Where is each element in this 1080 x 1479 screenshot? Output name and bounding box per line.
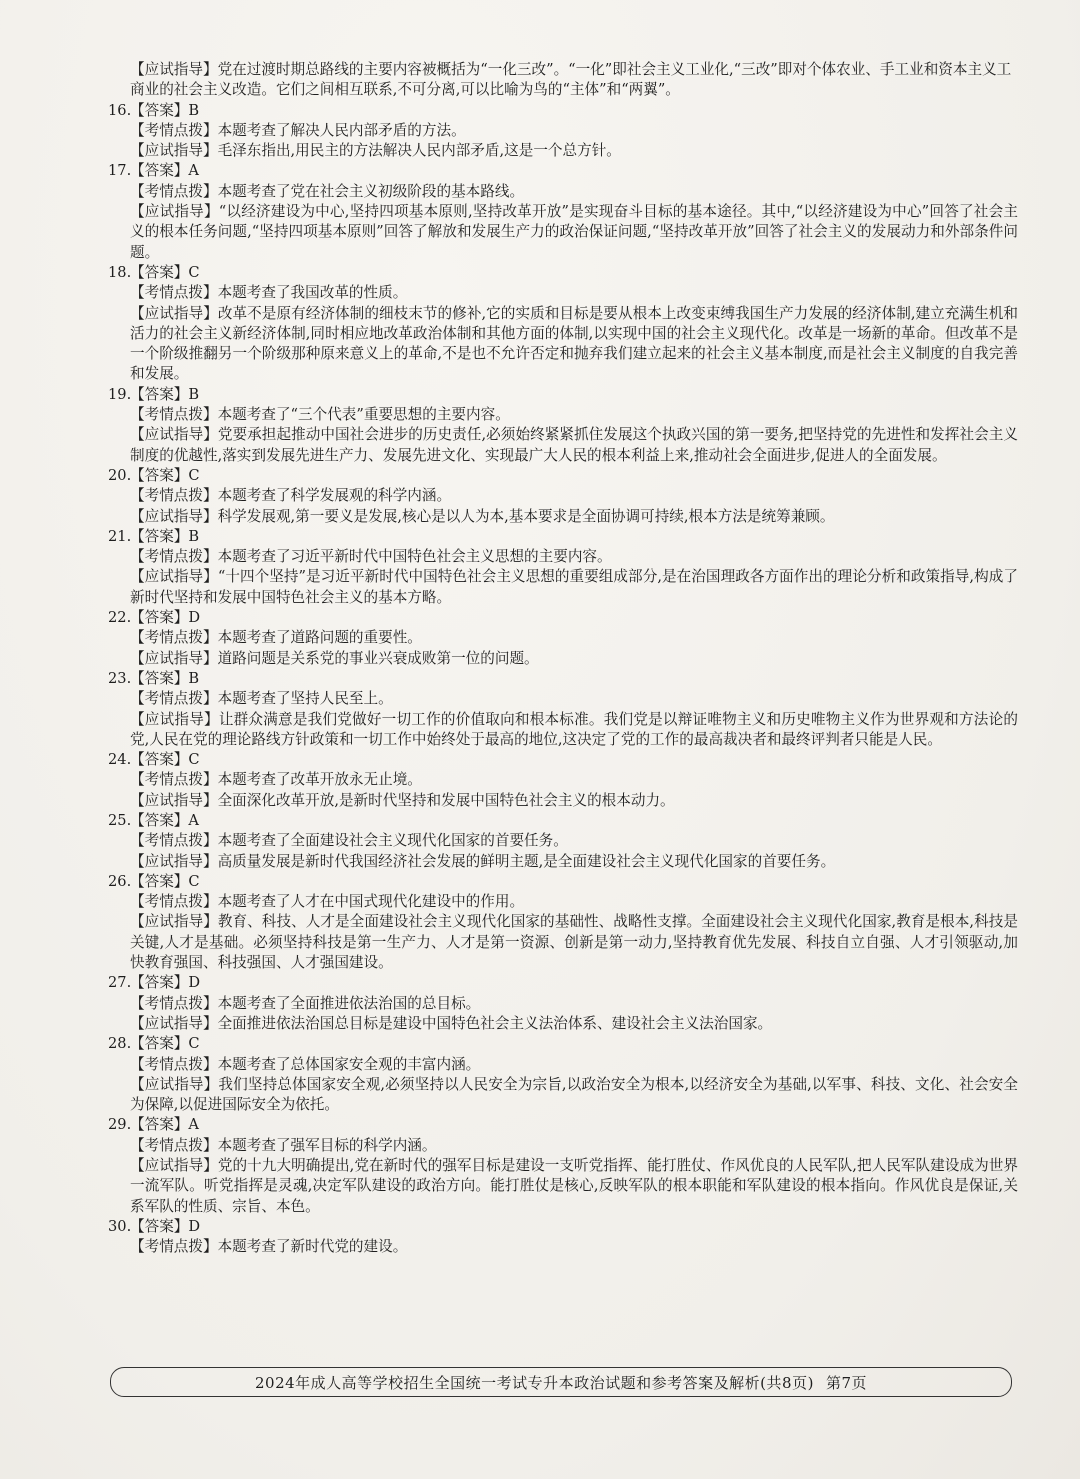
- answer-line: [108, 872, 1018, 892]
- question-number: 21.: [108, 527, 132, 545]
- point-row: [130, 628, 1018, 648]
- answer-list: [108, 101, 1018, 1258]
- footer-title: 2024年成人高等学校招生全国统一考试专升本政治试题和参考答案及解析(共8页): [255, 1373, 814, 1392]
- guide-row: [130, 791, 1018, 811]
- answer-value: B: [188, 385, 200, 403]
- point-row: [130, 770, 1018, 790]
- point-text: 本题考查了“三个代表”重要思想的主要内容。: [217, 406, 510, 424]
- answer-line: [108, 1115, 1018, 1135]
- guide-label: 【应试指导】: [130, 791, 218, 809]
- guide-text: 改革不是原有经济体制的细枝末节的修补,它的实质和目标是要从根本上改变束缚我国生产力发展的经济体制,建立充满生机和活力的社会主义新经济体制,同时相应地改革政治体制和其他方面的体制,以实现中国的社会主义现代化。改革是一场新的革命。但改革不是一个阶级推翻另一个阶级那种原来意义上的革命,不是也不允许否定和抛弃我们建立起来的社会主义基本制度,而是社会主义制度的自我完善和发展。: [130, 304, 1018, 383]
- page-footer: [110, 1367, 1012, 1397]
- point-row: [130, 486, 1018, 506]
- answer-value: A: [188, 162, 199, 180]
- answer-value: B: [188, 101, 200, 119]
- answer-label: 【答案】: [130, 1035, 189, 1053]
- guide-label: 【应试指导】: [130, 1075, 219, 1093]
- point-row: [130, 892, 1018, 912]
- answer-value: C: [188, 1035, 200, 1053]
- answer-label: 【答案】: [130, 669, 189, 687]
- question-number: 18.: [108, 263, 132, 281]
- answer-item: [108, 1217, 1018, 1258]
- guide-text: “以经济建设为中心,坚持四项基本原则,坚持改革开放”是实现奋斗目标的基本途径。其中,“以经济建设为中心”回答了社会主义的根本任务问题,“坚持四项基本原则”回答了解放和发展生产力的政治保证问题,“坚持改革开放”回答了社会主义的发展动力和外部条件问题。: [130, 203, 1018, 261]
- point-row: [130, 283, 1018, 303]
- answer-value: B: [188, 669, 200, 687]
- guide-label: 【应试指导】: [130, 203, 219, 221]
- point-row: [130, 547, 1018, 567]
- answer-line: [108, 466, 1018, 486]
- point-text: 本题考查了我国改革的性质。: [217, 284, 408, 302]
- point-text: 本题考查了科学发展观的科学内涵。: [217, 487, 452, 505]
- point-label: 【考情点拨】: [130, 771, 218, 789]
- point-label: 【考情点拨】: [130, 487, 218, 505]
- question-number: 24.: [108, 751, 132, 769]
- answer-item: [108, 385, 1018, 466]
- answer-value: C: [188, 872, 200, 890]
- answer-item: [108, 161, 1018, 262]
- question-number: 30.: [108, 1217, 132, 1235]
- guide-label: 【应试指导】: [130, 852, 218, 870]
- guide-text: 党在过渡时期总路线的主要内容被概括为“一化三改”。“一化”即社会主义工业化,“三改”即对个体农业、手工业和资本主义工商业的社会主义改造。它们之间相互联系,不可分离,可以比喻为鸟的“主体”和“两翼”。: [130, 61, 1012, 99]
- question-number: 26.: [108, 872, 132, 890]
- point-text: 本题考查了人才在中国式现代化建设中的作用。: [217, 893, 525, 911]
- answer-line: [108, 608, 1018, 628]
- guide-label: 【应试指导】: [130, 710, 219, 728]
- guide-text: 让群众满意是我们党做好一切工作的价值取向和根本标准。我们党是以辩证唯物主义和历史唯物主义作为世界观和方法论的党,人民在党的理论路线方针政策和一切工作中始终处于最高的地位,这决定了党的工作的最高裁决者和最终评判者只能是人民。: [130, 710, 1018, 748]
- point-row: [130, 1055, 1018, 1075]
- point-label: 【考情点拨】: [130, 893, 218, 911]
- point-text: 本题考查了习近平新时代中国特色社会主义思想的主要内容。: [217, 548, 612, 566]
- point-label: 【考情点拨】: [130, 284, 218, 302]
- answer-line: [108, 750, 1018, 770]
- answer-label: 【答案】: [130, 609, 189, 627]
- point-text: 本题考查了坚持人民至上。: [217, 690, 393, 708]
- answer-label: 【答案】: [130, 162, 189, 180]
- answer-value: A: [188, 1116, 199, 1134]
- guide-label: 【应试指导】: [130, 913, 218, 931]
- guide-row: [130, 1014, 1018, 1034]
- guide-label: 【应试指导】: [130, 426, 218, 444]
- answer-item: [108, 608, 1018, 669]
- answer-item: [108, 527, 1018, 608]
- answer-value: B: [188, 527, 200, 545]
- guide-text: 我们坚持总体国家安全观,必须坚持以人民安全为宗旨,以政治安全为根本,以经济安全为基础,以军事、科技、文化、社会安全为保障,以促进国际安全为依托。: [130, 1075, 1018, 1114]
- point-row: [130, 831, 1018, 851]
- point-row: [130, 121, 1018, 141]
- point-text: 本题考查了道路问题的重要性。: [217, 629, 422, 647]
- answer-value: C: [188, 751, 200, 769]
- point-label: 【考情点拨】: [130, 1055, 218, 1073]
- answer-line: [108, 973, 1018, 993]
- guide-row: [130, 304, 1018, 385]
- point-label: 【考情点拨】: [130, 832, 218, 850]
- answer-content: [108, 60, 1018, 1258]
- guide-label: 【应试指导】: [130, 142, 218, 160]
- guide-text: 毛泽东指出,用民主的方法解决人民内部矛盾,这是一个总方针。: [217, 142, 621, 160]
- guide-text: “十四个坚持”是习近平新时代中国特色社会主义思想的重要组成部分,是在治国理政各方面作出的理论分析和政策指导,构成了新时代坚持和发展中国特色社会主义的基本方略。: [130, 568, 1018, 606]
- point-text: 本题考查了全面推进依法治国的总目标。: [217, 994, 481, 1012]
- point-label: 【考情点拨】: [130, 629, 218, 647]
- answer-value: D: [188, 974, 201, 992]
- point-text: 本题考查了全面建设社会主义现代化国家的首要任务。: [217, 832, 568, 850]
- answer-line: [108, 527, 1018, 547]
- answer-label: 【答案】: [130, 872, 189, 890]
- guide-text: 科学发展观,第一要义是发展,核心是以人为本,基本要求是全面协调可持续,根本方法是统筹兼顾。: [217, 507, 835, 525]
- question-number: 19.: [108, 385, 132, 403]
- point-text: 本题考查了强军目标的科学内涵。: [217, 1136, 437, 1154]
- question-number: 28.: [108, 1035, 132, 1053]
- guide-row: [130, 1075, 1018, 1116]
- guide-row: [130, 912, 1018, 973]
- guide-text: 党的十九大明确提出,党在新时代的强军目标是建设一支听党指挥、能打胜仗、作风优良的人民军队,把人民军队建设成为世界一流军队。听党指挥是灵魂,决定军队建设的政治方向。能打胜仗是核心,反映军队的根本职能和军队建设的根本指向。作风优良是保证,关系军队的性质、宗旨、本色。: [130, 1157, 1018, 1215]
- point-label: 【考情点拨】: [130, 548, 218, 566]
- guide-label: 【应试指导】: [130, 1014, 218, 1032]
- answer-label: 【答案】: [130, 466, 189, 484]
- answer-label: 【答案】: [130, 1217, 189, 1235]
- answer-label: 【答案】: [130, 263, 189, 281]
- point-row: [130, 1136, 1018, 1156]
- point-row: [130, 689, 1018, 709]
- answer-line: [108, 669, 1018, 689]
- answer-line: [108, 811, 1018, 831]
- point-label: 【考情点拨】: [130, 182, 218, 200]
- answer-line: [108, 1034, 1018, 1054]
- guide-label: 【应试指导】: [130, 1157, 218, 1175]
- answer-label: 【答案】: [130, 101, 189, 119]
- answer-line: [108, 161, 1018, 181]
- guide-row: [130, 852, 1018, 872]
- guide-text: 全面推进依法治国总目标是建设中国特色社会主义法治体系、建设社会主义法治国家。: [217, 1014, 773, 1032]
- answer-item: [108, 466, 1018, 527]
- point-label: 【考情点拨】: [130, 994, 218, 1012]
- answer-item: [108, 973, 1018, 1034]
- guide-row: [130, 202, 1018, 263]
- question-number: 29.: [108, 1116, 132, 1134]
- question-number: 23.: [108, 669, 132, 687]
- answer-item: [108, 1034, 1018, 1115]
- point-label: 【考情点拨】: [130, 1238, 218, 1256]
- answer-line: [108, 1217, 1018, 1237]
- footer-page-number: 第7页: [825, 1373, 867, 1392]
- guide-row: [130, 649, 1018, 669]
- answer-item: [108, 811, 1018, 872]
- guide-row: [130, 710, 1018, 751]
- answer-value: D: [188, 1217, 201, 1235]
- answer-label: 【答案】: [130, 1116, 189, 1134]
- question-number: 25.: [108, 811, 132, 829]
- answer-item: [108, 669, 1018, 750]
- point-row: [130, 1237, 1018, 1257]
- answer-value: C: [188, 263, 200, 281]
- guide-text: 道路问题是关系党的事业兴衰成败第一位的问题。: [217, 649, 539, 667]
- answer-label: 【答案】: [130, 527, 189, 545]
- point-text: 本题考查了总体国家安全观的丰富内涵。: [217, 1055, 481, 1073]
- answer-label: 【答案】: [130, 811, 189, 829]
- answer-line: [108, 263, 1018, 283]
- guide-text: 党要承担起推动中国社会进步的历史责任,必须始终紧紧抓住发展这个执政兴国的第一要务,把坚持党的先进性和发挥社会主义制度的优越性,落实到发展先进生产力、发展先进文化、实现最广大人民的根本利益上来,推动社会全面进步,促进人的全面发展。: [130, 426, 1018, 464]
- guide-row: [130, 425, 1018, 466]
- answer-item: [108, 872, 1018, 973]
- point-text: 本题考查了新时代党的建设。: [217, 1238, 408, 1256]
- question-number: 27.: [108, 974, 132, 992]
- point-text: 本题考查了改革开放永无止境。: [217, 771, 422, 789]
- guide-row: [130, 507, 1018, 527]
- question-number: 16.: [108, 101, 132, 119]
- intro-guide: [108, 60, 1018, 101]
- guide-text: 全面深化改革开放,是新时代坚持和发展中国特色社会主义的根本动力。: [217, 791, 675, 809]
- answer-item: [108, 101, 1018, 162]
- guide-label: 【应试指导】: [130, 649, 218, 667]
- answer-line: [108, 385, 1018, 405]
- point-label: 【考情点拨】: [130, 406, 218, 424]
- guide-text: 高质量发展是新时代我国经济社会发展的鲜明主题,是全面建设社会主义现代化国家的首要任务。: [217, 852, 836, 870]
- point-row: [130, 994, 1018, 1014]
- answer-value: C: [188, 466, 200, 484]
- answer-label: 【答案】: [130, 751, 189, 769]
- point-row: [130, 405, 1018, 425]
- answer-value: A: [188, 811, 199, 829]
- answer-item: [108, 263, 1018, 385]
- guide-row: [130, 141, 1018, 161]
- question-number: 17.: [108, 162, 132, 180]
- point-label: 【考情点拨】: [130, 690, 218, 708]
- answer-item: [108, 750, 1018, 811]
- point-text: 本题考查了解决人民内部矛盾的方法。: [217, 121, 466, 139]
- guide-row: [130, 1156, 1018, 1217]
- guide-row: [130, 567, 1018, 608]
- answer-item: [108, 1115, 1018, 1216]
- answer-label: 【答案】: [130, 385, 189, 403]
- point-label: 【考情点拨】: [130, 1136, 218, 1154]
- point-label: 【考情点拨】: [130, 121, 218, 139]
- answer-label: 【答案】: [130, 974, 189, 992]
- answer-line: [108, 101, 1018, 121]
- point-text: 本题考查了党在社会主义初级阶段的基本路线。: [217, 182, 525, 200]
- answer-value: D: [188, 609, 201, 627]
- guide-label: 【应试指导】: [130, 61, 218, 78]
- question-number: 20.: [108, 466, 132, 484]
- guide-label: 【应试指导】: [130, 507, 218, 525]
- guide-text: 教育、科技、人才是全面建设社会主义现代化国家的基础性、战略性支撑。全面建设社会主义现代化国家,教育是根本,科技是关键,人才是基础。必须坚持科技是第一生产力、人才是第一资源、创新是第一动力,坚持教育优先发展、科技自立自强、人才引领驱动,加快教育强国、科技强国、人才强国建设。: [130, 913, 1018, 972]
- question-number: 22.: [108, 609, 132, 627]
- guide-label: 【应试指导】: [130, 304, 218, 322]
- guide-label: 【应试指导】: [130, 568, 218, 586]
- point-row: [130, 182, 1018, 202]
